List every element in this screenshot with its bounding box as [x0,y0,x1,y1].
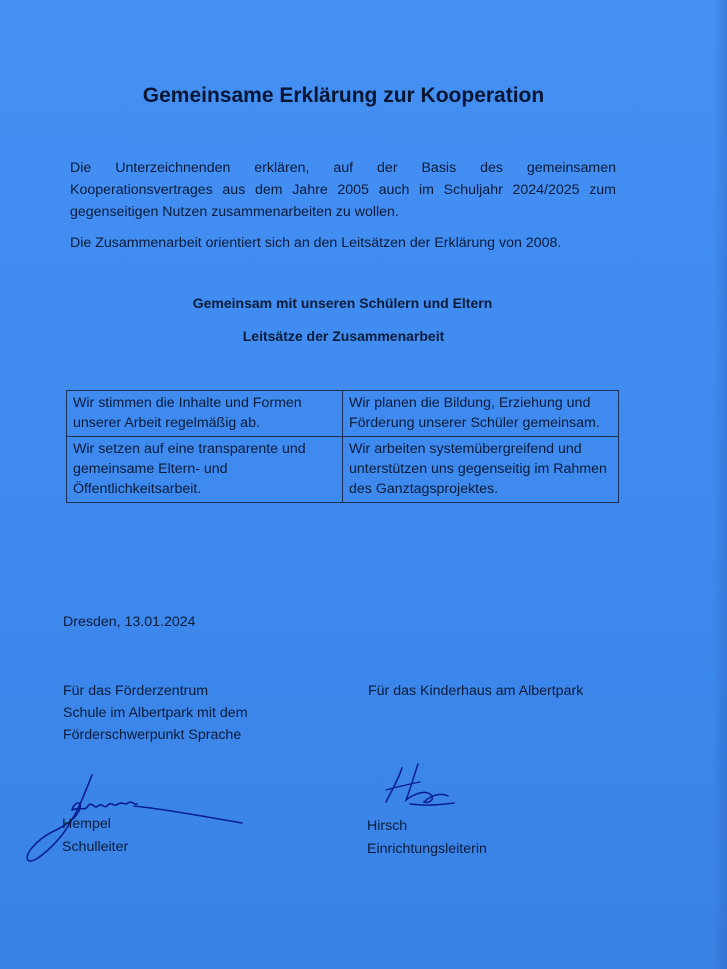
signature-left-image [22,770,247,870]
party-left-line: Für das Förderzentrum [63,683,209,699]
table-row [67,391,619,437]
party-right-block [368,680,583,702]
subheading-principles: Leitsätze der Zusammenarbeit [242,328,445,344]
reference-paragraph: Die Zusammenarbeit orientiert sich an den Leitsätzen der Erklärung von 2008. [70,235,562,251]
principles-table [66,390,619,503]
table-cell: Wir planen die Bildung, Erziehung und Förderung unserer Schüler gemeinsam. [343,391,619,437]
place-date: Dresden, 13.01.2024 [63,614,196,630]
table-row [67,437,619,503]
signer-right-name: Hirsch [367,818,408,834]
party-left-block [63,680,248,746]
signature-right-image [380,760,460,810]
page-edge-shadow [713,0,727,969]
document-title: Gemeinsame Erklärung zur Kooperation [142,84,545,107]
table-cell: Wir stimmen die Inhalte und Formen unserer Arbeit regelmäßig ab. [67,391,343,437]
signer-right [367,815,487,861]
party-left-line: Schule im Albertpark mit dem [63,705,248,721]
subheading-together: Gemeinsam mit unseren Schülern und Eltern [192,295,493,311]
signer-left-role: Schulleiter [62,839,129,855]
party-left-line: Förderschwerpunkt Sprache [63,727,242,743]
party-right-line: Für das Kinderhaus am Albertpark [368,683,584,699]
table-cell: Wir arbeiten systemübergreifend und unterstützen uns gegenseitig im Rahmen des Ganztagsprojektes. [343,437,619,503]
signer-left-name: Hempel [62,816,111,832]
signer-right-role: Einrichtungsleiterin [367,841,487,857]
signer-left [62,813,128,859]
table-cell: Wir setzen auf eine transparente und gemeinsame Eltern- und Öffentlichkeitsarbeit. [67,437,343,503]
intro-paragraph: Die Unterzeichnenden erklären, auf der Basis des gemeinsamen Kooperationsvertrages aus dem Jahre 2005 auch im Schuljahr 2024/2025 zum gegenseitigen Nutzen zusammenarbeiten zu wollen. [70,160,616,220]
